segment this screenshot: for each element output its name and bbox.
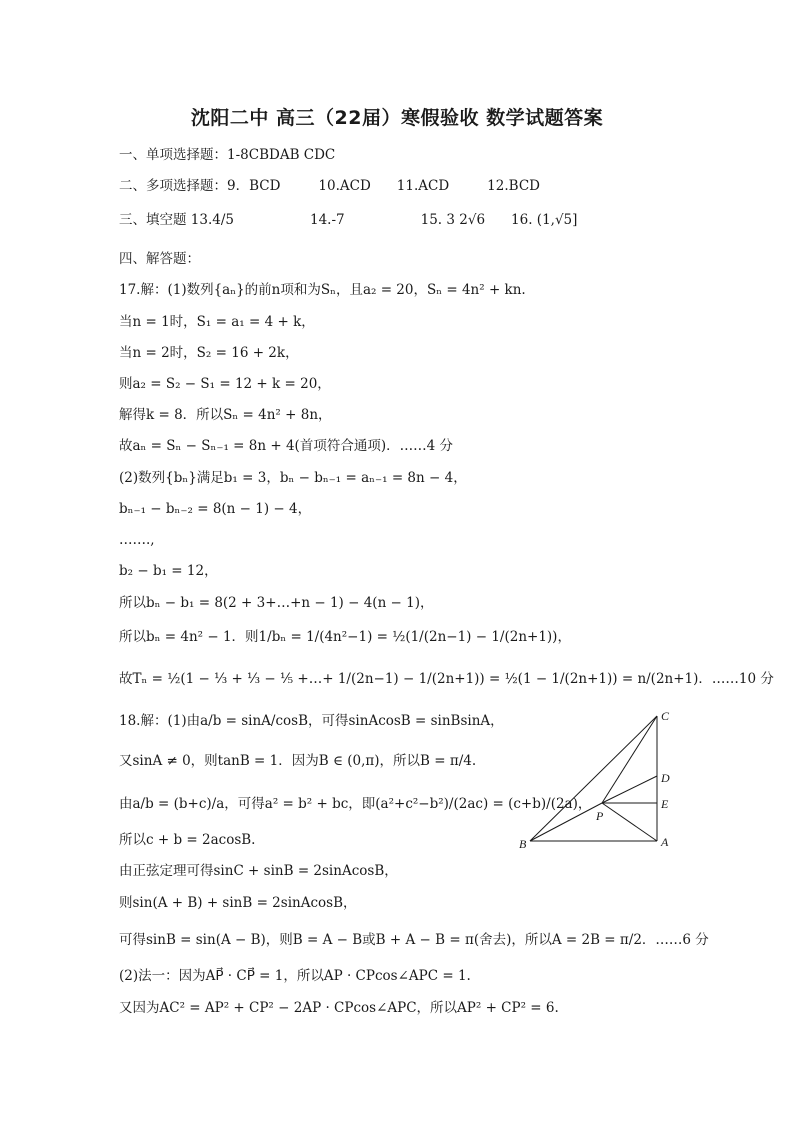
label-C: C xyxy=(661,709,670,723)
label-B: B xyxy=(519,837,527,851)
segment-PA xyxy=(602,803,657,841)
p18-line-4: 所以c + b = 2acosB. xyxy=(119,832,256,848)
label-D: D xyxy=(661,771,670,785)
triangle-diagram xyxy=(516,706,686,856)
p17-line-11: 所以bₙ − b₁ = 8(2 + 3+…+n − 1) − 4(n − 1)， xyxy=(119,595,434,611)
p17-line-4: 则a₂ = S₂ − S₁ = 12 + k = 20， xyxy=(119,376,331,392)
p18-line-3: 由a/b = (b+c)/a，可得a² = b² + bc，即(a²+c²−b²)/(2ac) = (c+b)/(2a)， xyxy=(119,796,592,812)
p17-line-7: (2)数列{bₙ}满足b₁ = 3，bₙ − bₙ₋₁ = aₙ₋₁ = 8n − 4， xyxy=(119,470,467,486)
p17-line-2: 当n = 1时，S₁ = a₁ = 4 + k， xyxy=(119,314,315,330)
p17-line-12: 所以bₙ = 4n² − 1．则1/bₙ = 1/(4n²−1) = ½(1/(2n−1) − 1/(2n+1))， xyxy=(119,629,571,645)
segment-BP xyxy=(530,803,602,841)
section-single-choice: 一、单项选择题：1-8CBDAB CDC xyxy=(119,147,336,163)
p18-line-2: 又sinA ≠ 0，则tanB = 1．因为B ∈ (0,π)，所以B = π/4. xyxy=(119,753,477,769)
p17-line-1: 17.解：(1)数列{aₙ}的前n项和为Sₙ，且a₂ = 20，Sₙ = 4n² + kn. xyxy=(119,282,526,298)
p17-line-13: 故Tₙ = ½(1 − ⅓ + ⅓ − ⅕ +…+ 1/(2n−1) − 1/(2n+1)) = ½(1 − 1/(2n+1)) = n/(2n+1)．……10 分 xyxy=(119,671,774,687)
p18-line-8: (2)法一：因为AP⃗ · CP⃗ = 1，所以AP · CPcos∠APC = 1. xyxy=(119,968,471,984)
p18-line-5: 由正弦定理可得sinC + sinB = 2sinAcosB， xyxy=(119,863,398,879)
p17-line-3: 当n = 2时，S₂ = 16 + 2k， xyxy=(119,345,299,361)
label-E: E xyxy=(661,797,669,811)
p18-line-6: 则sin(A + B) + sinB = 2sinAcosB， xyxy=(119,895,357,911)
p17-line-8: bₙ₋₁ − bₙ₋₂ = 8(n − 1) − 4， xyxy=(119,501,312,517)
page-title: 沈阳二中 高三（22届）寒假验收 数学试题答案 xyxy=(190,107,604,129)
p18-line-1: 18.解：(1)由a/b = sinA/cosB，可得sinAcosB = sinBsinA， xyxy=(119,713,504,729)
section-answers-head: 四、解答题： xyxy=(119,251,200,267)
segment-BC xyxy=(530,716,657,841)
p18-line-9: 又因为AC² = AP² + CP² − 2AP · CPcos∠APC，所以AP² + CP² = 6. xyxy=(119,1000,559,1016)
p18-line-7: 可得sinB = sin(A − B)，则B = A − B或B + A − B = π(舍去)，所以A = 2B = π/2．……6 分 xyxy=(119,932,709,948)
label-A: A xyxy=(661,835,669,849)
p17-line-5: 解得k = 8．所以Sₙ = 4n² + 8n， xyxy=(119,407,332,423)
p17-line-6: 故aₙ = Sₙ − Sₙ₋₁ = 8n + 4(首项符合通项)．……4 分 xyxy=(119,438,453,454)
label-P: P xyxy=(596,809,604,823)
section-multi-choice: 二、多项选择题：9．BCD 10.ACD 11.ACD 12.BCD xyxy=(119,178,540,194)
section-fill-blank: 三、填空题 13.4/5 14.-7 15. 3 2√6 16. (1,√5] xyxy=(119,212,578,228)
p17-line-9: ……., xyxy=(119,532,155,548)
p17-line-10: b₂ − b₁ = 12， xyxy=(119,563,218,579)
